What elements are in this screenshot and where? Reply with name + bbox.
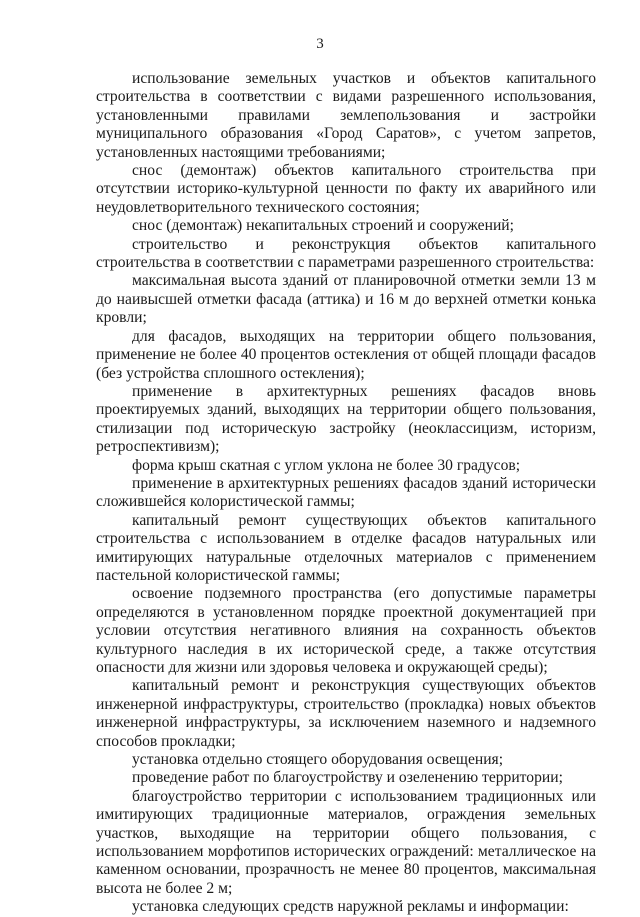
- paragraph: снос (демонтаж) некапитальных строений и сооружений;: [132, 217, 514, 235]
- paragraph: установка отдельно стоящего оборудования освещения;: [132, 751, 504, 769]
- paragraph: форма крыш скатная с углом уклона не более 30 градусов;: [132, 456, 521, 474]
- paragraph: максимальная высота зданий от планировочной отметки земли 13 м до наивысшей отметки фасада (аттика) и 16 м до верхней отметки конька кровли;: [96, 272, 596, 327]
- paragraph: проведение работ по благоустройству и озеленению территории;: [132, 769, 563, 787]
- paragraph: освоение подземного пространства (его допустимые параметры определяются в установленном порядке проектной документацией при условии отсутствия негативного влияния на сохранность объектов культурного наследия в их исторической среде, а также отсутствия опасности для жизни или здоровья человека и окружающей среды);: [96, 585, 596, 676]
- document-body: [96, 70, 596, 917]
- paragraph: для фасадов, выходящих на территории общего пользования, применение не более 40 процентов остекления от общей площади фасадов (без устройства сплошного остекления);: [96, 327, 596, 382]
- paragraph: использование земельных участков и объектов капитального строительства в соответствии с видами разрешенного использования, установленными правилами землепользования и застройки муниципального образования «Город Саратов», с учетом запретов, установленных настоящими требованиями;: [96, 70, 596, 161]
- paragraph: применение в архитектурных решениях фасадов зданий исторически сложившейся колористической гаммы;: [96, 474, 596, 511]
- paragraph: снос (демонтаж) объектов капитального строительства при отсутствии историко-культурной ценности по факту их аварийного или неудовлетворительного технического состояния;: [96, 162, 596, 216]
- paragraph: установка следующих средств наружной рекламы и информации:: [132, 898, 569, 916]
- paragraph: строительство и реконструкция объектов капитального строительства в соответствии с параметрами разрешенного строительства:: [96, 235, 596, 272]
- paragraph: капитальный ремонт и реконструкция существующих объектов инженерной инфраструктуры, строительство (прокладка) новых объектов инженерной инфраструктуры, за исключением наземного и надземного способов прокладки;: [96, 677, 596, 750]
- page-number: 3: [316, 36, 324, 52]
- paragraph: капитальный ремонт существующих объектов капитального строительства с использованием в отделке фасадов натуральных или имитирующих натуральные отделочных материалов с применением пастельной колористической гаммы;: [96, 511, 596, 584]
- paragraph: благоустройство территории с использованием традиционных или имитирующих традиционные материалов, ограждения земельных участков, выходящие на территории общего пользования, с использованием морфотипов исторических ограждений: металлическое на каменном основании, прозрачность не менее 80 процентов, максимальная высота не более 2 м;: [96, 787, 596, 897]
- paragraph: применение в архитектурных решениях фасадов вновь проектируемых зданий, выходящих на территории общего пользования, стилизации под историческую застройку (неоклассицизм, историзм, ретроспективизм);: [96, 382, 596, 456]
